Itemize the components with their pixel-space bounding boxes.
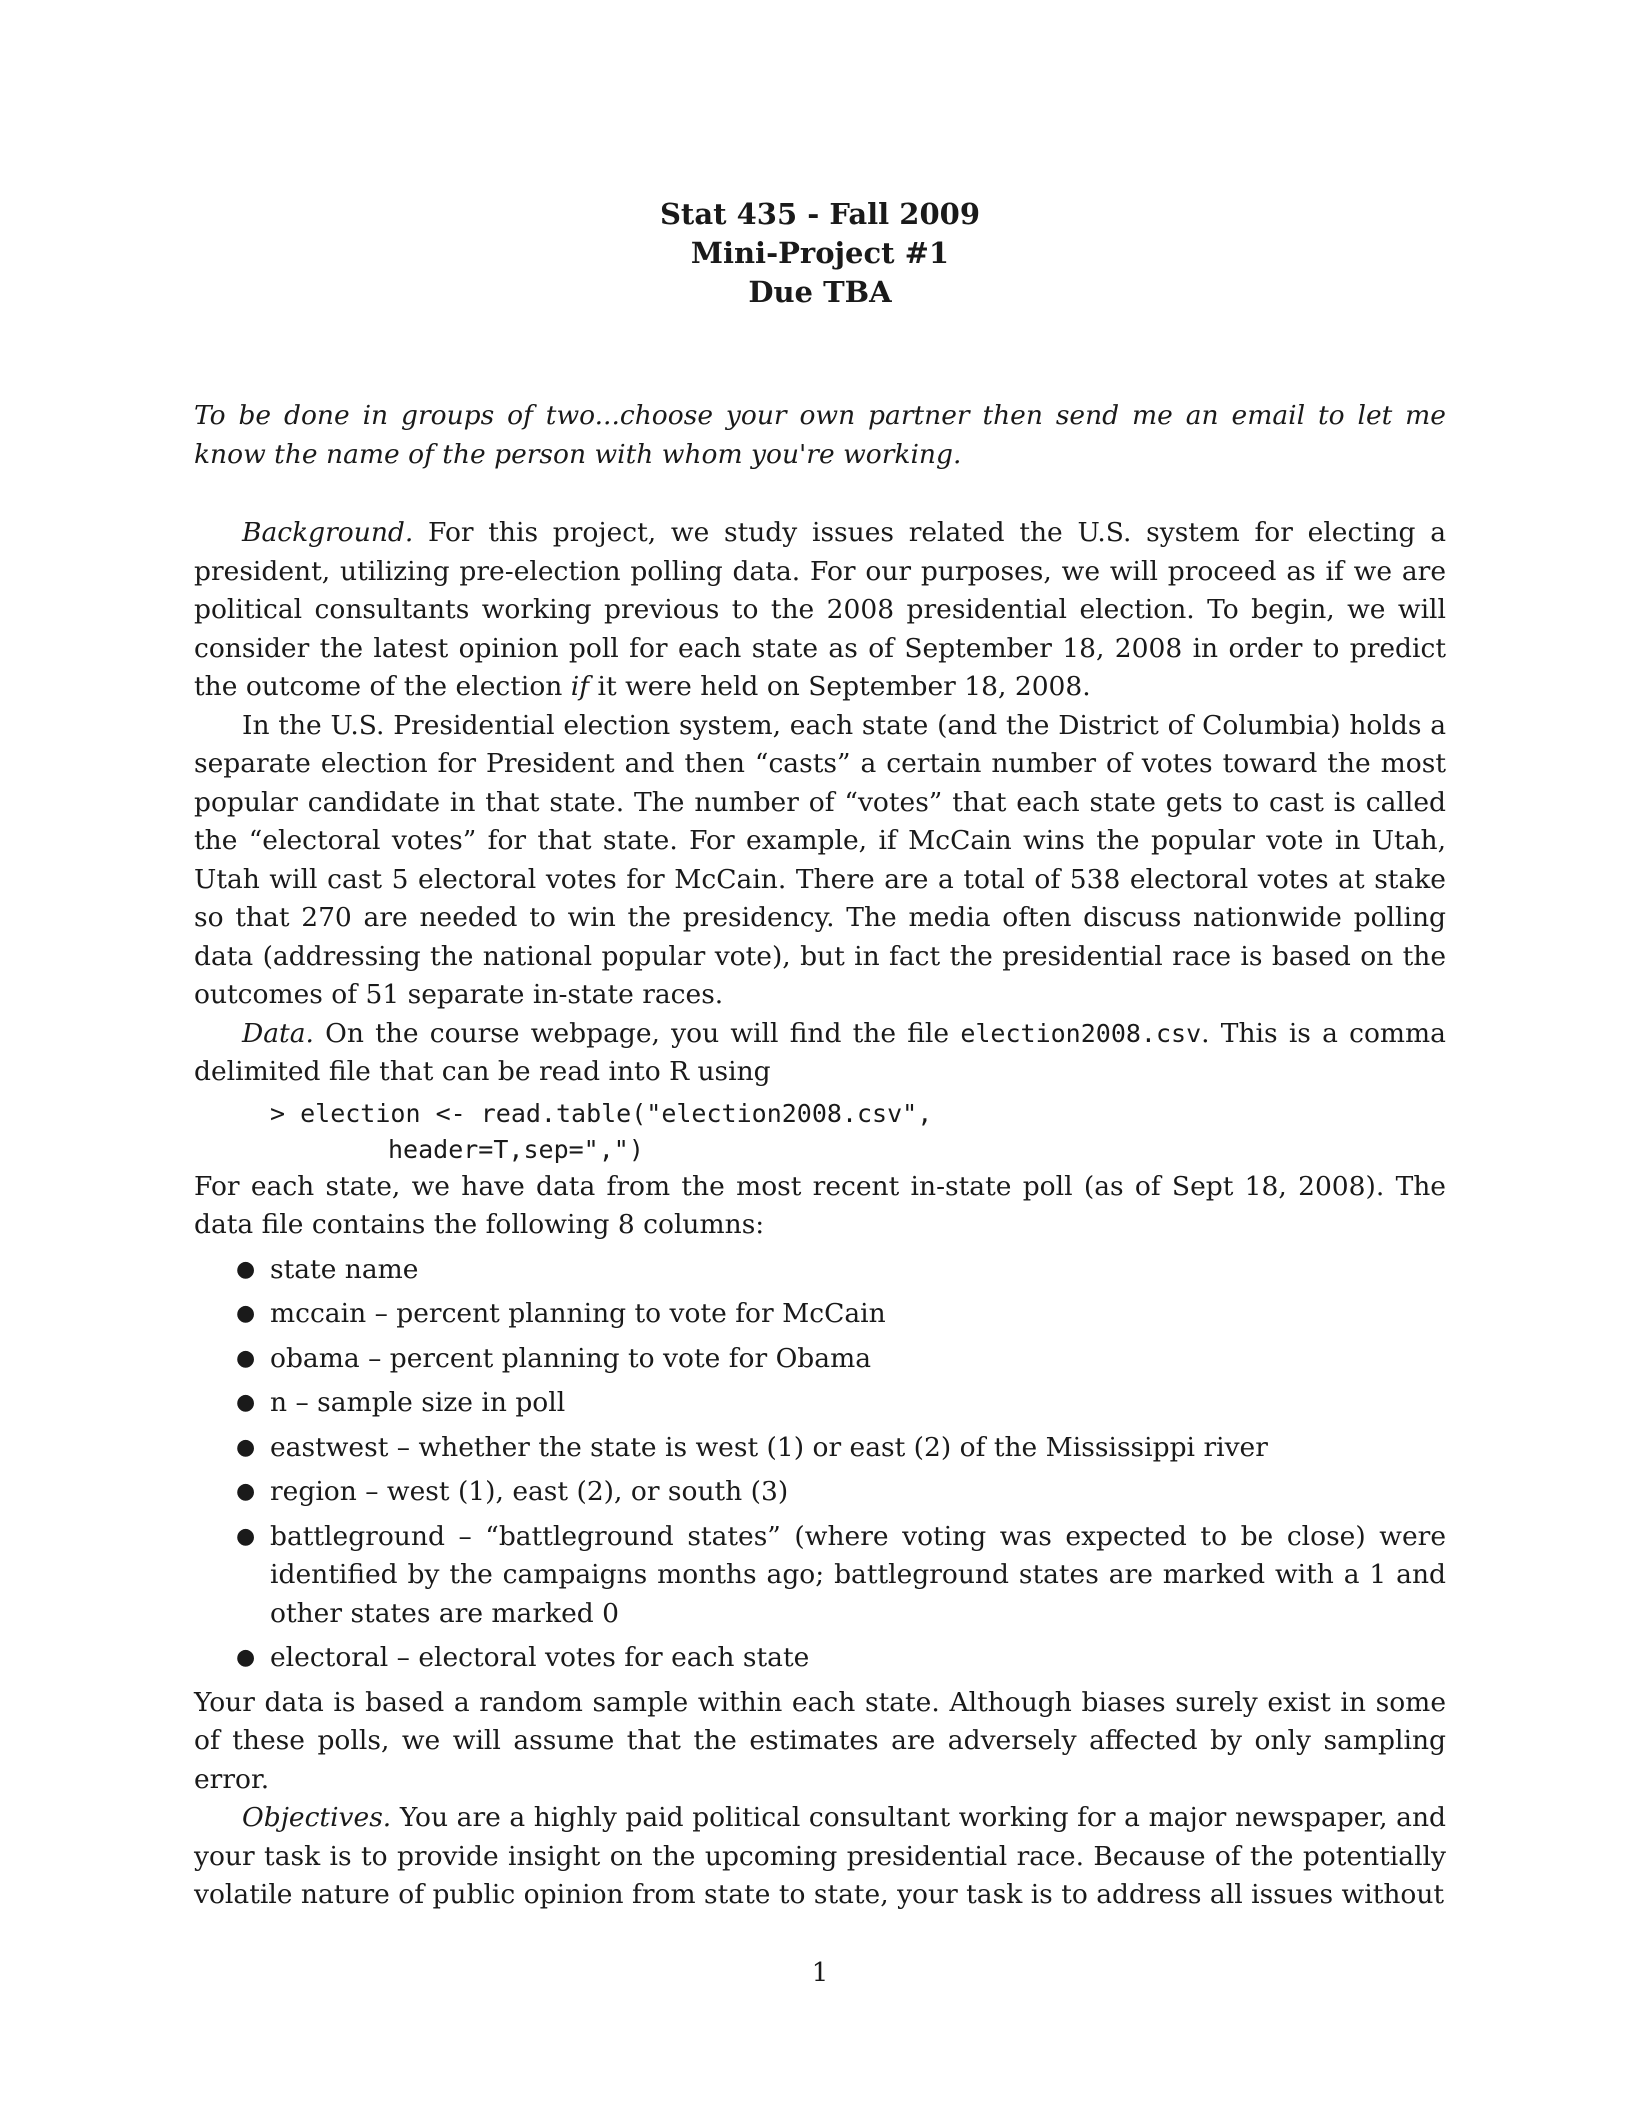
background-text-2: it were held on September 18, 2008. bbox=[589, 671, 1091, 702]
background-heading: Background. bbox=[242, 517, 414, 548]
background-text-1: For this project, we study issues related the U.S. system for electing a president, utilizing pre-election polling data. For our purposes, we will proceed as if we are political consultants working previous to the 2008 presidential election. To begin, we will consider the latest opinion poll for each state as of September 18, 2008 in order to predict the outcome of the election bbox=[194, 517, 1446, 702]
bullet-icon: ● bbox=[236, 1523, 256, 1549]
list-item: ● state name bbox=[270, 1251, 1446, 1290]
background-paragraph bbox=[194, 514, 1446, 707]
election-system-paragraph: In the U.S. Presidential election system, each state (and the District of Columbia) holds a separate election for President and then “casts” a certain number of votes toward the most popular candidate in that state. The number of “votes” that each state gets to cast is called the “electoral votes” for that state. For example, if McCain wins the popular vote in Utah, Utah will cast 5 electoral votes for McCain. There are a total of 538 electoral votes at stake so that 270 are needed to win the presidency. The media often discuss nationwide polling data (addressing the national popular vote), but in fact the presidential race is based on the outcomes of 51 separate in-state races. bbox=[194, 709, 1446, 1010]
bullet-icon: ● bbox=[236, 1434, 256, 1460]
data-filename: election2008.csv bbox=[960, 1018, 1202, 1048]
sampling-paragraph: Your data is based a random sample within each state. Although biases surely exist in some of these polls, we will assume that the estimates are adversely affected by only sampling error. bbox=[194, 1686, 1446, 1795]
bullet-icon: ● bbox=[236, 1301, 256, 1326]
code-line-2: header=T,sep=",") bbox=[388, 1134, 644, 1164]
page-number: 1 bbox=[811, 1958, 829, 1988]
list-item: ● battleground – “battleground states” (where voting was expected to be close) were identified by the campaigns months ago; battleground states are marked with a 1 and other states are marked 0 bbox=[270, 1518, 1446, 1634]
data-text-2: . This is a comma delimited file that can be read into R using bbox=[194, 1017, 1446, 1087]
group-instructions: To be done in groups of two...choose your own partner then send me an email to let me know the name of the person with whom you're working. bbox=[194, 400, 1446, 470]
data-description: For each state, we have data from the most recent in-state poll (as of Sept 18, 2008). The data file contains the following 8 columns: bbox=[194, 1170, 1446, 1240]
data-paragraph bbox=[194, 1015, 1446, 1092]
bullet-icon: ● bbox=[236, 1390, 256, 1415]
list-item: ● mccain – percent planning to vote for McCain bbox=[270, 1295, 1446, 1334]
bullet-icon: ● bbox=[236, 1479, 256, 1504]
r-code-block bbox=[270, 1096, 1446, 1168]
list-item: ● n – sample size in poll bbox=[270, 1384, 1446, 1423]
list-item: ● obama – percent planning to vote for Obama bbox=[270, 1340, 1446, 1379]
document-body bbox=[194, 514, 1446, 1915]
column-list bbox=[194, 1251, 1446, 1678]
data-text-1: On the course webpage, you will find the file bbox=[313, 1017, 961, 1049]
due-date: Due TBA bbox=[748, 275, 892, 309]
project-title: Mini-Project #1 bbox=[690, 236, 950, 270]
bullet-icon: ● bbox=[236, 1645, 256, 1670]
list-item: ● eastwest – whether the state is west (1) or east (2) of the Mississippi river bbox=[270, 1429, 1446, 1468]
code-line-1: > election <- read.table("election2008.csv", bbox=[270, 1098, 933, 1128]
list-item: ● electoral – electoral votes for each state bbox=[270, 1639, 1446, 1678]
list-item: ● region – west (1), east (2), or south (3) bbox=[270, 1473, 1446, 1512]
objectives-text: You are a highly paid political consultant working for a major newspaper, and your task is to provide insight on the upcoming presidential race. Because of the potentially volatile nature of public opinion from state to state, your task is to address all issues without bbox=[194, 1802, 1446, 1910]
document-header bbox=[0, 195, 1640, 312]
data-heading: Data. bbox=[242, 1017, 314, 1049]
bullet-icon: ● bbox=[236, 1345, 256, 1371]
background-emphasis: if bbox=[570, 671, 590, 702]
objectives-heading: Objectives. bbox=[242, 1802, 392, 1833]
bullet-icon: ● bbox=[236, 1256, 256, 1282]
course-title: Stat 435 - Fall 2009 bbox=[659, 197, 981, 231]
objectives-paragraph bbox=[194, 1799, 1446, 1915]
